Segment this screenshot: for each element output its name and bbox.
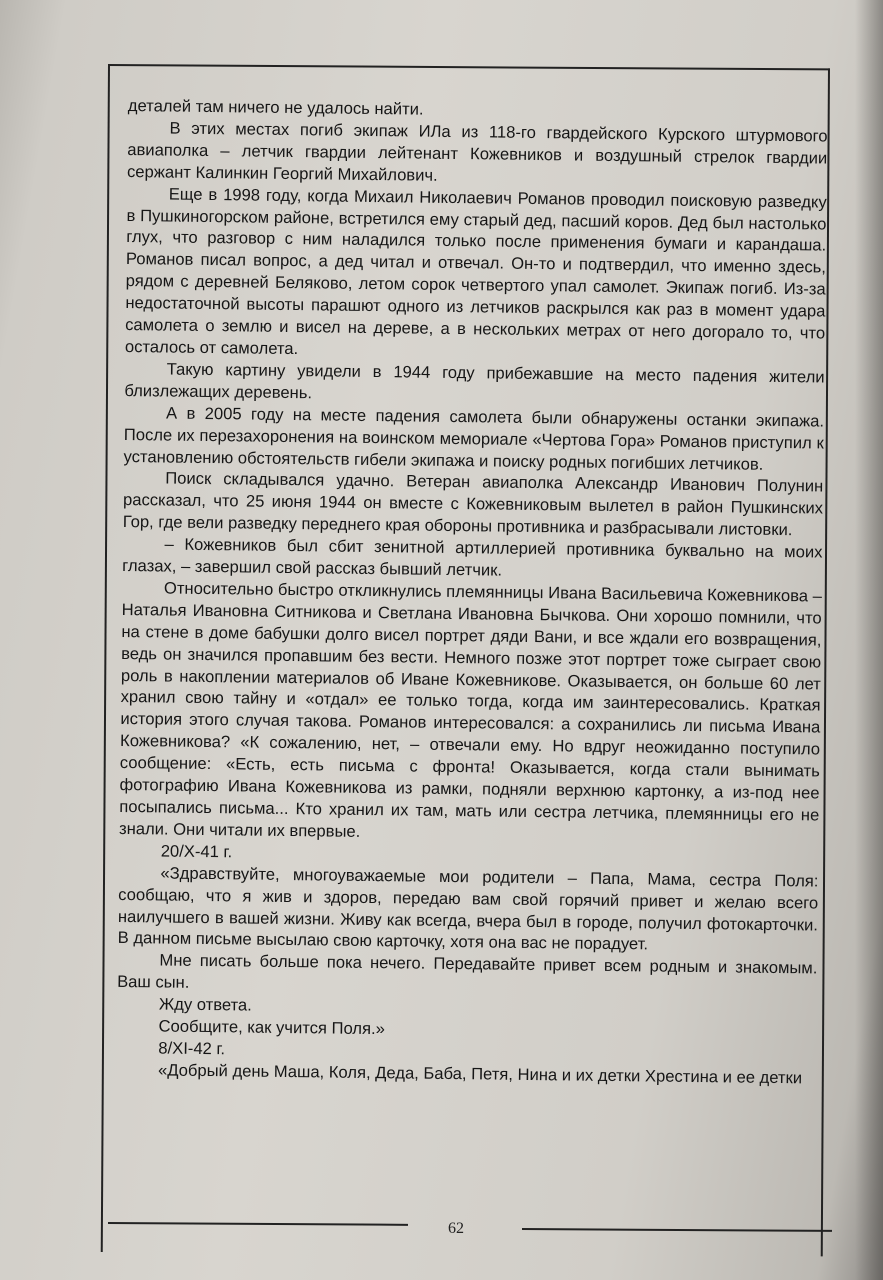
page-number: 62 <box>448 1220 464 1237</box>
page-edge-shadow <box>855 0 883 1280</box>
paragraph: В этих местах погиб экипаж ИЛа из 118-го гвардейского Курского штурмового авиаполка – летчик гвардии лейтенант Кожевников и воздушный стрелок гвардии сержант Калинкин Георгий Михайлович. <box>126 118 828 185</box>
letter-paragraph: Мне писать больше пока нечего. Передавайте привет всем родным и знакомым. Ваш сын. <box>117 950 818 993</box>
paragraph: – Кожевников был сбит зенитной артиллерией противника буквально на моих глазах, – завершил свой рассказ бывший летчик. <box>122 534 823 580</box>
letter-paragraph: Сообщите, как учится Поля.» <box>158 1016 386 1039</box>
paragraph: Относительно быстро откликнулись племянницы Ивана Васильевича Кожевникова – Наталья Ивановна Ситникова и Светлана Ивановна Бычкова. Они хорошо помнили, что на стене в доме бабушки долго висел портрет дяди Вани, и все ждали его возвращения, ведь он значился пропавшим без вести. Немного позже этот портрет тоже сыграет свою роль в накоплении материалов об Иване Кожевникове. Оказывается, он больше 60 лет хранил свою тайну и «отдал» ее только тогда, когда им заинтересовались. Краткая история этого случая такова. Романов интересовался: а сохранились ли письма Ивана Кожевникова? «К сожалению, нет, – отвечали ему. Но вдруг неожиданно поступило сообщение: «Есть, есть письма с фронта! Оказывается, когда стали вынимать фотографию Ивана Кожевникова из рамки, подняли верхнюю картонку, а из-под нее посыпались письма... Кто хранил их там, мать или сестра летчика, племянницы его не знали. Они читали их впервые. <box>118 578 823 841</box>
paragraph: Поиск складывался удачно. Ветеран авиаполка Александр Иванович Полунин рассказал, что 25 июня 1944 он вместе с Кожевниковым вылетел в район Пушкинских Гор, где вели разведку переднего края обороны противника и разбрасывали листовки. <box>122 468 824 540</box>
paragraph: А в 2005 году на месте падения самолета были обнаружены останки экипажа. После их перезахоронения на воинском мемориале «Чертова Гора» Романов приступил к установлению обстоятельств гибели экипажа и поиску родных погибших летчиков. <box>123 403 825 474</box>
body-text <box>116 95 828 1089</box>
letter-paragraph: Жду ответа. <box>158 994 252 1015</box>
paragraph: деталей там ничего не удалось найти. <box>127 95 424 119</box>
paragraph: Такую картину увидели в 1944 году прибежавшие на место падения жители близлежащих деревень. <box>124 359 825 403</box>
letter-paragraph: «Добрый день Маша, Коля, Деда, Баба, Петя, Нина и их детки Хрестина и ее детки <box>157 1060 803 1088</box>
letter-date: 8/XI-42 г. <box>158 1038 226 1059</box>
letter-paragraph: «Здравствуйте, многоуважаемые мои родители – Папа, Мама, сестра Поля: сообщаю, что я жив и здоров, передаю вам свой горячий привет и желаю всего наилучшего в вашей жизни. Живу как всегда, вчера был в городе, получил фотокарточки. В данном письме высылаю свою карточку, хотя она вас не порадует. <box>117 863 819 954</box>
letter-date: 20/X-41 г. <box>160 841 233 862</box>
paragraph: Еще в 1998 году, когда Михаил Николаевич Романов проводил поисковую разведку в Пушкиногорском районе, встретился ему старый дед, пасший коров. Дед был настолько глух, что разговор с ним наладился только после применения бумаги и карандаша. Романов писал вопрос, а дед читал и отвечал. Он-то и подтвердил, что именно здесь, рядом с деревней Беляково, летом сорок четвертого упал самолет. Экипаж погиб. Из-за недостаточной высоты парашют одного из летчиков раскрылся как раз в момент удара самолета о землю и висел на дереве, а в нескольких метрах от него догорало то, что осталось от самолета. <box>124 184 827 359</box>
